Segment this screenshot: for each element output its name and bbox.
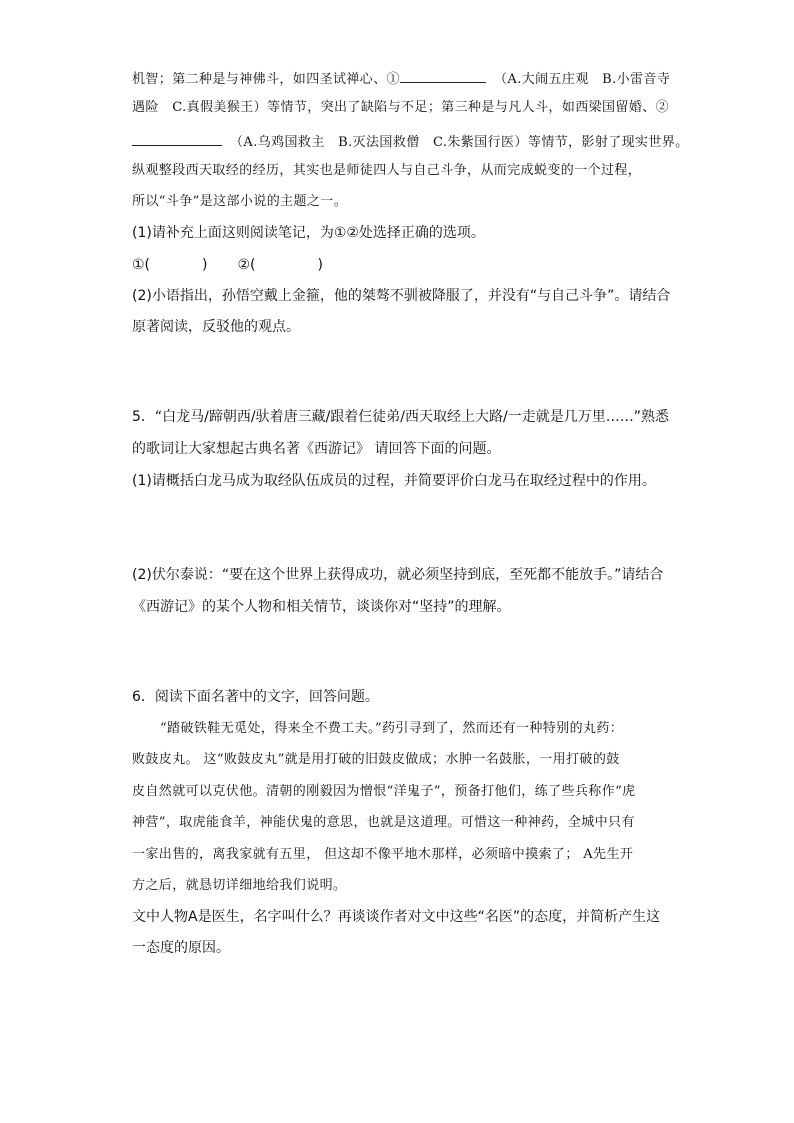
answer1-close: ) [202,257,208,273]
q4-passage-line4: 纵观整段西天取经的经历，其实也是师徒四人与自己斗争，从而完成蜕变的一个过程， [132,163,642,178]
q5-line2: 的歌词让大家想起古典名著《西游记》 请回答下面的问题。 [132,441,501,457]
q6-passage-line2: 败鼓皮丸。 这“败鼓皮丸”就是用打破的旧鼓皮做成；水肿一名鼓胀，一用打破的鼓 [132,752,620,767]
q6-passage-line4: 神营”，取虎能食羊，神能伏鬼的意思，也就是这道理。可惜这一种神药，全城中只有 [132,815,635,830]
q4-passage-line5: 所以“斗争”是这部小说的主题之一。 [132,194,348,209]
answer2-close: ) [317,257,323,273]
q4-text: （A.大闹五庄观 B.小雷音寺 [494,72,671,87]
q4-passage-line1 [132,70,670,86]
q4-text: （A.乌鸡国救主 B.灭法国救僧 C.朱紫国行医）等情节，影射了现实世界。 [230,135,689,150]
answer1-label: ①( [132,257,151,273]
q6-question-line2: 一态度的原因。 [132,940,230,956]
q4-passage-line3 [132,133,689,149]
blank2-line [132,133,222,146]
q4-text: 机智；第二种是与神佛斗，如四圣试禅心、 [132,72,387,87]
q4-sub1: (1)请补充上面这则阅读笔记，为①②处选择正确的选项。 [132,225,485,241]
q6-title: 6．阅读下面名著中的文字，回答问题。 [132,689,379,705]
q5-sub2-line1: (2)伏尔泰说：“要在这个世界上获得成功，就必须坚持到底，至死都不能放手。”请结合 [132,567,664,583]
blank1-mark: ① [386,72,401,87]
q4-text: 遇险 C.真假美猴王）等情节，突出了缺陷与不足；第三种是与凡人斗，如西梁国留婚、 [132,100,656,115]
q5-line1: 5．“白龙马/蹄朝西/驮着唐三藏/跟着仨徒弟/西天取经上大路/一走就是几万里……”熟悉 [132,409,669,425]
q6-question-line1: 文中人物A是医生，名字叫什么？再谈谈作者对文中这些“名医”的态度，并简析产生这 [132,909,661,925]
blank1-line [400,70,486,83]
blank2-mark: ② [655,100,670,115]
q4-sub2-line2: 原著阅读，反驳他的观点。 [132,319,300,335]
answer2-label: ②( [237,257,256,273]
q6-passage-line3: 皮自然就可以克伏他。清朝的刚毅因为憎恨“洋鬼子”，预备打他们，练了些兵称作“虎 [132,784,636,799]
q4-answer-row [132,258,323,272]
q5-sub2-line2: 《西游记》的某个人物和相关情节，谈谈你对“坚持”的理解。 [132,599,511,615]
q5-sub1: (1)请概括白龙马成为取经队伍成员的过程，并简要评价白龙马在取经过程中的作用。 [132,473,656,489]
q4-sub2-line1: (2)小语指出，孙悟空戴上金箍，他的桀骜不驯被降服了，并没有“与自己斗争”。请结合 [132,288,671,304]
q4-passage-line2 [132,101,669,114]
q6-passage-line6: 方之后，就恳切详细地给我们说明。 [132,878,347,893]
q6-passage-line1: “踏破铁鞋无觅处，得来全不费工夫。”药引寻到了，然而还有一种特别的丸药： [160,721,624,736]
q6-passage-line5: 一家出售的，离我家就有五里， 但这却不像平地木那样，必须暗中摸索了； A先生开 [132,847,634,862]
